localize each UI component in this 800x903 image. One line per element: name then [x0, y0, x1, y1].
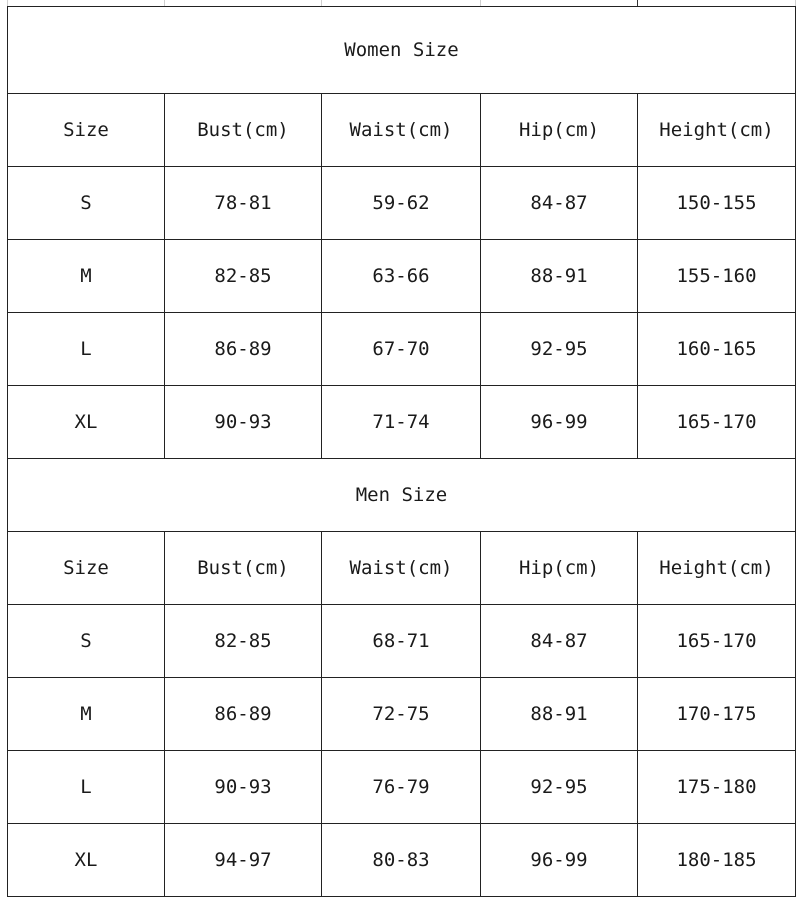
table-cell: 86-89: [165, 313, 322, 386]
women-title-row: [8, 7, 796, 94]
table-cell: XL: [8, 824, 165, 897]
table-cell: 84-87: [481, 605, 638, 678]
table-cell: 150-155: [638, 167, 796, 240]
table-cell: 92-95: [481, 313, 638, 386]
table-cell: S: [8, 167, 165, 240]
table-cell: 72-75: [322, 678, 481, 751]
men-row-l: [8, 751, 796, 824]
women-row-s: [8, 167, 796, 240]
men-size-title: Men Size: [8, 459, 796, 532]
table-cell: 90-93: [165, 751, 322, 824]
men-title-row: [8, 459, 796, 532]
table-cell: 82-85: [165, 605, 322, 678]
table-cell: 67-70: [322, 313, 481, 386]
table-cell: M: [8, 678, 165, 751]
men-row-xl: [8, 824, 796, 897]
header-bust: Bust(cm): [165, 532, 322, 605]
table-cell: 80-83: [322, 824, 481, 897]
table-cell: 96-99: [481, 386, 638, 459]
header-waist: Waist(cm): [322, 532, 481, 605]
table-cell: L: [8, 313, 165, 386]
table-cell: 88-91: [481, 678, 638, 751]
men-row-m: [8, 678, 796, 751]
table-cell: 92-95: [481, 751, 638, 824]
women-row-l: [8, 313, 796, 386]
table-cell: 160-165: [638, 313, 796, 386]
table-cell: 59-62: [322, 167, 481, 240]
table-cell: 76-79: [322, 751, 481, 824]
table-cell: 86-89: [165, 678, 322, 751]
size-chart-table: [7, 6, 796, 897]
table-cell: 165-170: [638, 605, 796, 678]
table-cell: 78-81: [165, 167, 322, 240]
table-cell: 155-160: [638, 240, 796, 313]
header-waist: Waist(cm): [322, 94, 481, 167]
header-hip: Hip(cm): [481, 94, 638, 167]
header-hip: Hip(cm): [481, 532, 638, 605]
header-height: Height(cm): [638, 532, 796, 605]
table-cell: 82-85: [165, 240, 322, 313]
table-cell: 88-91: [481, 240, 638, 313]
header-size: Size: [8, 532, 165, 605]
women-header-row: [8, 94, 796, 167]
table-cell: 94-97: [165, 824, 322, 897]
table-cell: 63-66: [322, 240, 481, 313]
women-row-xl: [8, 386, 796, 459]
table-cell: S: [8, 605, 165, 678]
table-cell: 180-185: [638, 824, 796, 897]
header-height: Height(cm): [638, 94, 796, 167]
table-cell: 170-175: [638, 678, 796, 751]
header-bust: Bust(cm): [165, 94, 322, 167]
women-row-m: [8, 240, 796, 313]
table-cell: XL: [8, 386, 165, 459]
table-cell: 84-87: [481, 167, 638, 240]
table-cell: 175-180: [638, 751, 796, 824]
table-cell: 90-93: [165, 386, 322, 459]
women-size-title: Women Size: [8, 7, 796, 94]
men-row-s: [8, 605, 796, 678]
table-cell: 96-99: [481, 824, 638, 897]
table-cell: 165-170: [638, 386, 796, 459]
table-cell: 71-74: [322, 386, 481, 459]
table-cell: M: [8, 240, 165, 313]
table-cell: 68-71: [322, 605, 481, 678]
header-size: Size: [8, 94, 165, 167]
men-header-row: [8, 532, 796, 605]
table-cell: L: [8, 751, 165, 824]
